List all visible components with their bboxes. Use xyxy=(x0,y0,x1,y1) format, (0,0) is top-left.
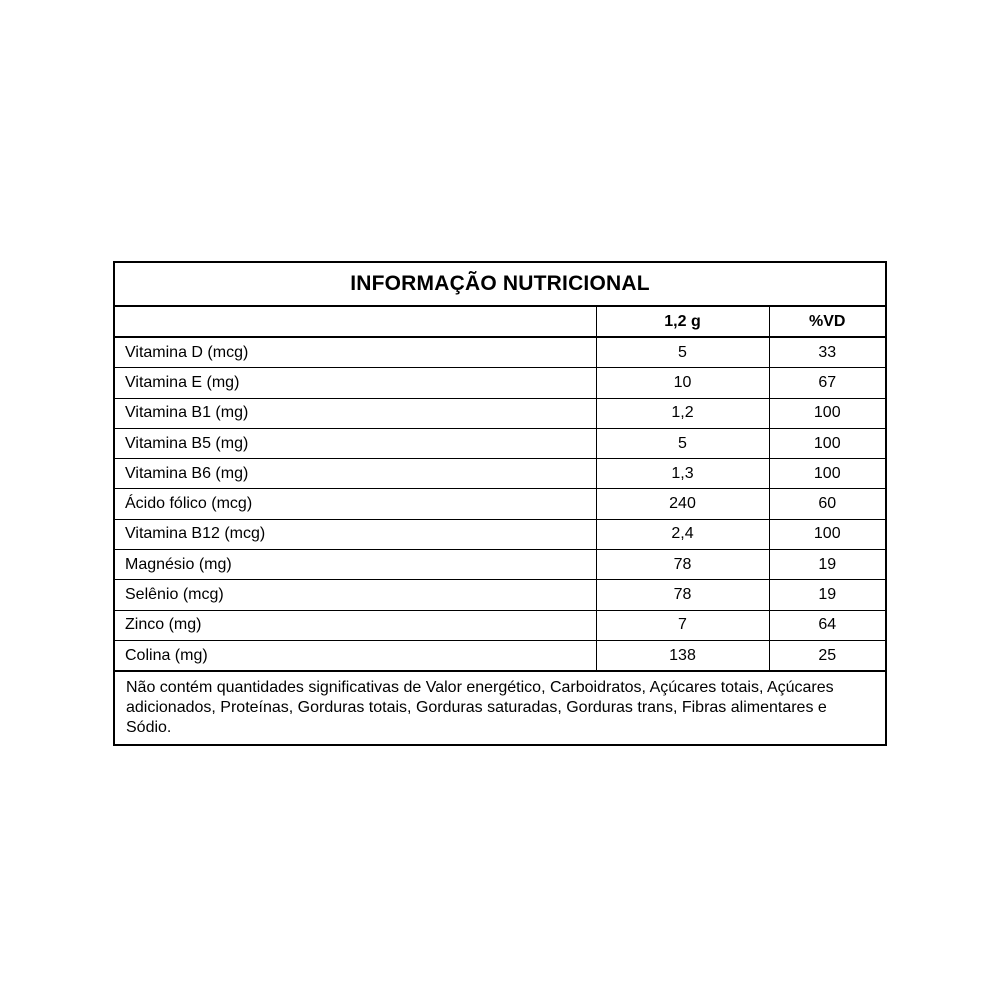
nutrient-amount: 5 xyxy=(596,337,769,368)
table-row xyxy=(115,459,885,489)
nutrient-daily-value: 33 xyxy=(769,337,885,368)
nutrient-daily-value: 67 xyxy=(769,368,885,398)
header-nutrient xyxy=(115,307,596,337)
table-row xyxy=(115,580,885,610)
nutrient-name: Ácido fólico (mcg) xyxy=(115,489,596,519)
nutrient-name: Magnésio (mg) xyxy=(115,550,596,580)
table-row xyxy=(115,489,885,519)
nutrient-amount: 240 xyxy=(596,489,769,519)
header-daily-value: %VD xyxy=(769,307,885,337)
footnote: Não contém quantidades significativas de Valor energético, Carboidratos, Açúcares totais, Açúcares adicionados, Proteínas, Gorduras totais, Gorduras saturadas, Gorduras trans, Fibras alimentares e Sódio. xyxy=(126,679,834,737)
nutrient-amount: 5 xyxy=(596,428,769,458)
nutrient-daily-value: 64 xyxy=(769,610,885,640)
nutrient-name: Zinco (mg) xyxy=(115,610,596,640)
nutrient-amount: 138 xyxy=(596,640,769,671)
table-row xyxy=(115,428,885,458)
nutrient-amount: 2,4 xyxy=(596,519,769,549)
nutrition-facts-panel xyxy=(113,261,887,746)
nutrient-amount: 1,2 xyxy=(596,398,769,428)
nutrient-amount: 1,3 xyxy=(596,459,769,489)
nutrient-name: Vitamina D (mcg) xyxy=(115,337,596,368)
table-header-row xyxy=(115,307,885,337)
nutrient-daily-value: 100 xyxy=(769,428,885,458)
nutrient-name: Vitamina B5 (mg) xyxy=(115,428,596,458)
nutrient-daily-value: 100 xyxy=(769,459,885,489)
table-row xyxy=(115,519,885,549)
table-row xyxy=(115,398,885,428)
nutrient-daily-value: 100 xyxy=(769,519,885,549)
nutrition-table xyxy=(115,307,885,672)
nutrient-amount: 78 xyxy=(596,580,769,610)
table-row xyxy=(115,368,885,398)
table-row xyxy=(115,550,885,580)
nutrient-amount: 7 xyxy=(596,610,769,640)
nutrient-daily-value: 19 xyxy=(769,580,885,610)
nutrient-daily-value: 60 xyxy=(769,489,885,519)
nutrient-name: Colina (mg) xyxy=(115,640,596,671)
nutrient-daily-value: 100 xyxy=(769,398,885,428)
nutrient-amount: 10 xyxy=(596,368,769,398)
nutrient-daily-value: 25 xyxy=(769,640,885,671)
table-row xyxy=(115,640,885,671)
table-row xyxy=(115,337,885,368)
nutrient-name: Vitamina B6 (mg) xyxy=(115,459,596,489)
table-row xyxy=(115,610,885,640)
header-portion: 1,2 g xyxy=(596,307,769,337)
nutrient-name: Selênio (mcg) xyxy=(115,580,596,610)
nutrient-name: Vitamina E (mg) xyxy=(115,368,596,398)
nutrient-amount: 78 xyxy=(596,550,769,580)
panel-title: INFORMAÇÃO NUTRICIONAL xyxy=(115,263,885,307)
nutrient-name: Vitamina B12 (mcg) xyxy=(115,519,596,549)
nutrient-name: Vitamina B1 (mg) xyxy=(115,398,596,428)
nutrient-daily-value: 19 xyxy=(769,550,885,580)
